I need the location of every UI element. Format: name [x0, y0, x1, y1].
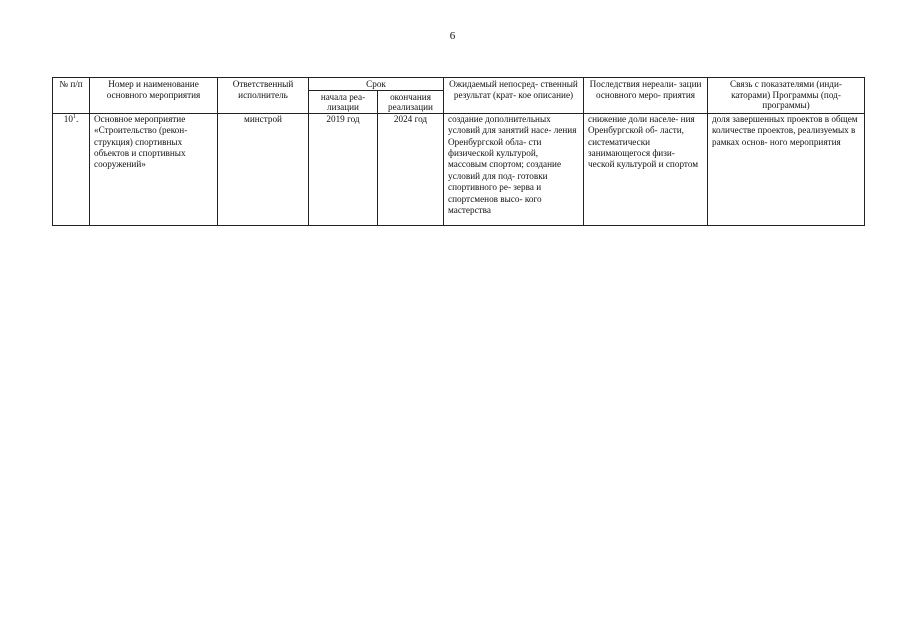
cell-consequences: снижение доли населе- ния Оренбургской об- ласти, систематически занимающегося физи- ческой культурой и спортом [584, 113, 708, 225]
page-number: 6 [449, 30, 456, 42]
header-expected-result: Ожидаемый непосред- ственный результат (крат- кое описание) [444, 78, 584, 114]
cell-indicator-link: доля завершенных проектов в общем количестве проектов, реализуемых в рамках основ- ного мероприятия [708, 113, 865, 225]
cell-end-year: 2024 год [378, 113, 444, 225]
cell-activity-name: Основное мероприятие «Строительство (рекон- струкция) спортивных объектов и спортивных сооружений» [90, 113, 218, 225]
row-number: 10 [63, 113, 73, 124]
header-indicator-link: Связь с показателями (инди- каторами) Программы (под- программы) [708, 78, 865, 114]
cell-num [53, 113, 90, 225]
header-row-1 [53, 78, 865, 91]
row-number-suffix: . [75, 113, 79, 124]
row-number-superscript: 1 [72, 113, 76, 120]
header-term: Срок [309, 78, 444, 91]
cell-start-year: 2019 год [309, 113, 378, 225]
header-activity-name: Номер и наименование основного мероприятия [90, 78, 218, 114]
cell-responsible: минстрой [218, 113, 309, 225]
header-responsible: Ответственный исполнитель [218, 78, 309, 114]
cell-expected-result: создание дополнительных условий для занятий насе- ления Оренбургской обла- сти физической культурой, массовым спортом; создание условий для под- готовки спортивного ре- зерва и спортсменов высо- кого мастерства [444, 113, 584, 225]
program-activities-table [52, 77, 865, 226]
header-term-start: начала реа- лизации [309, 90, 378, 113]
header-consequences: Последствия нереали- зации основного меро- приятия [584, 78, 708, 114]
header-term-end: окончания реализации [378, 90, 444, 113]
table-row [53, 113, 865, 225]
header-num: № п/п [53, 78, 90, 114]
